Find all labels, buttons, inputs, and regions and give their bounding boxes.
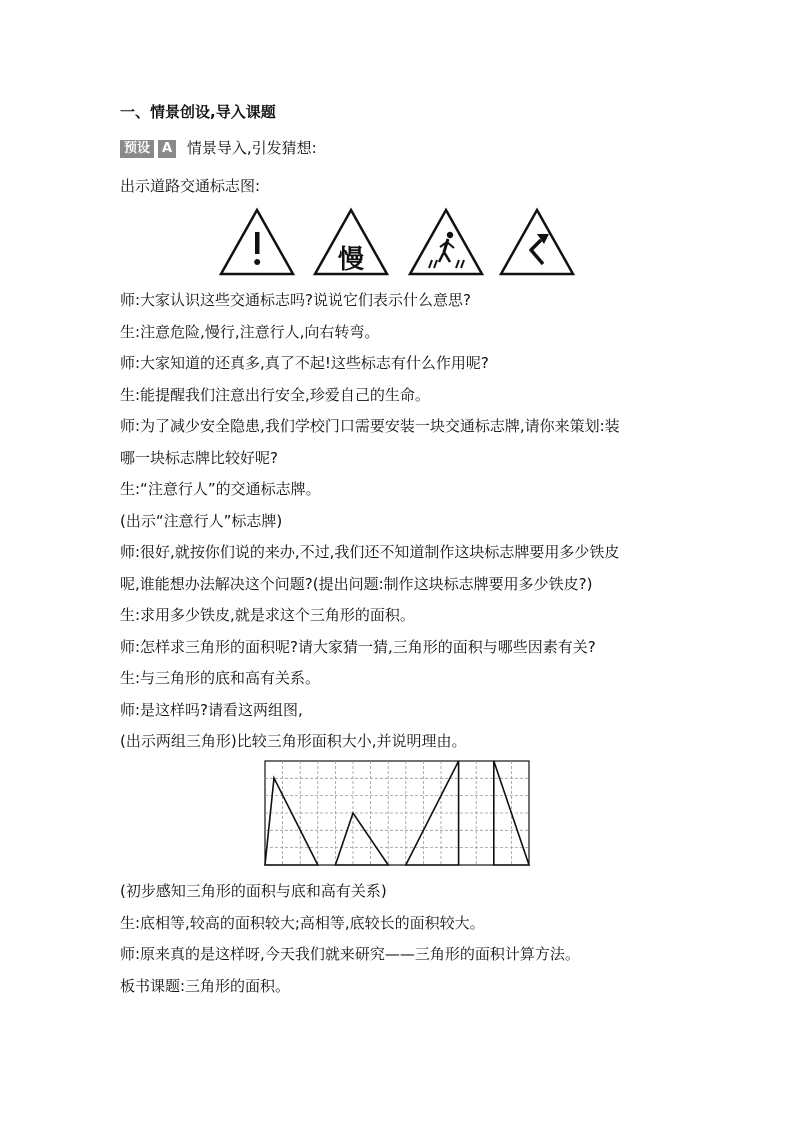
intro-line: 出示道路交通标志图: — [120, 177, 261, 195]
dialogue-line: 师:怎样求三角形的面积呢?请大家猜一猜,三角形的面积与哪些因素有关? — [120, 637, 596, 656]
dialogue-line: 师:很好,就按你们说的来办,不过,我们还不知道制作这块标志牌要用多少铁皮 — [120, 543, 620, 561]
preset-letter-tag: A — [156, 140, 176, 158]
preset-tag: 预设 — [120, 140, 154, 158]
dialogue-line: 生:求用多少铁皮,就是求这个三角形的面积。 — [120, 606, 415, 624]
dialogue-line: 生:能提醒我们注意出行安全,珍爱自己的生命。 — [120, 385, 430, 404]
turn-right-sign-icon — [501, 210, 573, 274]
dialogue-line: (出示两组三角形)比较三角形面积大小,并说明理由。 — [120, 732, 467, 750]
dialogue-line: 生:注意危险,慢行,注意行人,向右转弯。 — [120, 322, 380, 341]
section-title: 一、情景创设,导入课题 — [120, 103, 276, 121]
exclamation-warning-sign-icon — [221, 210, 293, 274]
dialogue-line: 师:大家知道的还真多,真了不起!这些标志有什么作用呢? — [120, 354, 489, 372]
triangle-comparison-figure — [262, 759, 532, 867]
dialogue-line: 生:底相等,较高的面积较大;高相等,底较长的面积较大。 — [120, 913, 485, 932]
grid-lines — [265, 761, 529, 865]
preset-line — [120, 137, 317, 158]
dialogue-line: 哪一块标志牌比较好呢? — [120, 448, 278, 467]
slow-sign-icon — [315, 210, 387, 275]
dialogue-line: 师:为了减少安全隐患,我们学校门口需要安装一块交通标志牌,请你来策划:装 — [120, 417, 620, 435]
dialogue-line: 师:原来真的是这样呀,今天我们就来研究——三角形的面积计算方法。 — [120, 945, 580, 963]
pedestrian-sign-icon — [410, 210, 482, 274]
dialogue-line: 呢,谁能想办法解决这个问题?(提出问题:制作这块标志牌要用多少铁皮?) — [120, 574, 593, 593]
preset-text: 情景导入,引发猜想: — [186, 139, 317, 157]
dialogue-line: (初步感知三角形的面积与底和高有关系) — [120, 882, 387, 900]
dialogue-line: 生:与三角形的底和高有关系。 — [120, 669, 321, 687]
dialogue-line: (出示“注意行人”标志牌) — [120, 511, 283, 530]
traffic-signs-figure — [219, 206, 575, 278]
dialogue-line: 板书课题:三角形的面积。 — [120, 976, 291, 995]
svg-text:慢: 慢 — [337, 245, 365, 275]
dialogue-line: 生:“注意行人”的交通标志牌。 — [120, 480, 321, 498]
dialogue-line: 师:是这样吗?请看这两组图, — [120, 700, 303, 719]
dialogue-line: 师:大家认识这些交通标志吗?说说它们表示什么意思? — [120, 291, 471, 309]
